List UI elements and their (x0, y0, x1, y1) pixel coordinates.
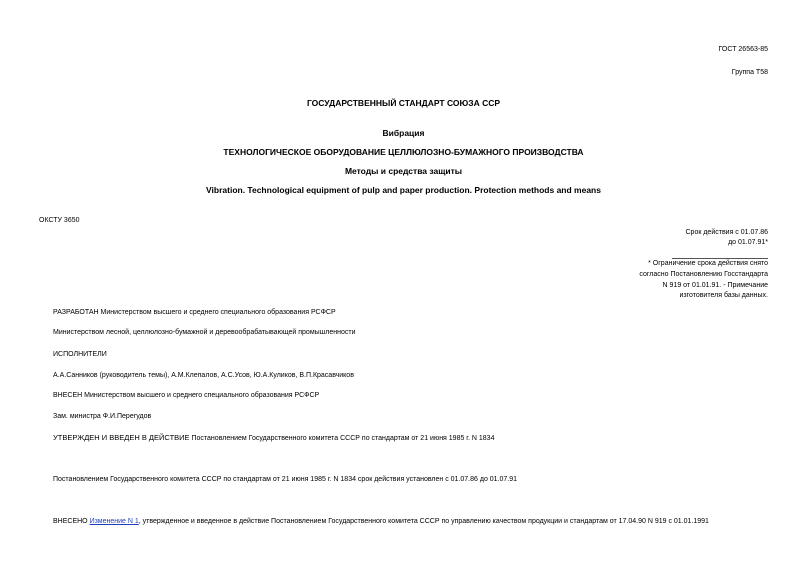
approved-lead: УТВЕРЖДЕН И ВВЕДЕН В ДЕЙСТВИЕ (53, 433, 190, 442)
amendment-statement (53, 518, 709, 525)
sub-title: Методы и средства защиты (344, 166, 463, 176)
gost-code: ГОСТ 26563-85 (718, 46, 768, 53)
amendment-prefix: ВНЕСЕНО (53, 518, 90, 525)
amendment-link[interactable]: Изменение N 1 (89, 518, 139, 525)
deputy-minister: Зам. министра Ф.И.Перегудов (53, 413, 152, 420)
decree-statement: Постановлением Государственного комитета СССР по стандартам от 21 июня 1985 г. N 1834 срок действия установлен с 01.07.86 до 01.07.91 (53, 476, 518, 483)
footnote-line: изготовителя базы данных. (679, 292, 768, 300)
footnote-line: согласно Постановлению Госстандарта (639, 270, 768, 278)
executors-heading: ИСПОЛНИТЕЛИ (53, 351, 107, 358)
amendment-rest: , утвержденное и введенное в действие Постановлением Государственного комитета СССР по управлению качеством продукции и стандартам от 17.04.90 N 919 с 01.01.1991 (138, 518, 709, 525)
standard-title: ГОСУДАРСТВЕННЫЙ СТАНДАРТ СОЮЗА ССР (306, 98, 501, 108)
subject-title: Вибрация (382, 128, 425, 138)
okstu-code: ОКСТУ 3650 (39, 217, 80, 224)
english-title: Vibration. Technological equipment of pulp and paper production. Protection methods and means (206, 185, 601, 195)
introduced-by: ВНЕСЕН Министерством высшего и среднего специального образования РСФСР (53, 392, 320, 399)
approved-statement (53, 433, 494, 442)
footnote-line: * Ограничение срока действия снято (648, 260, 768, 267)
main-title: ТЕХНОЛОГИЧЕСКОЕ ОБОРУДОВАНИЕ ЦЕЛЛЮЛОЗНО-БУМАЖНОГО ПРОИЗВОДСТВА (223, 147, 584, 157)
co-developer-ministry: Министерством лесной, целлюлозно-бумажной и деревообрабатывающей промышленности (53, 329, 356, 336)
approved-rest: Постановлением Государственного комитета СССР по стандартам от 21 июня 1985 г. N 1834 (189, 435, 495, 442)
footnote-line: N 919 от 01.01.91. - Примечание (662, 281, 768, 289)
footnote (608, 259, 768, 302)
executors-list: А.А.Санников (руководитель темы), А.М.Клепалов, А.С.Усов, Ю.А.Куликов, В.П.Красавчиков (53, 372, 354, 379)
validity-from: Срок действия с 01.07.86 (685, 229, 768, 236)
group-code: Группа Т58 (731, 69, 768, 76)
developed-by: РАЗРАБОТАН Министерством высшего и среднего специального образования РСФСР (53, 309, 336, 316)
validity-to: до 01.07.91* (728, 239, 768, 246)
